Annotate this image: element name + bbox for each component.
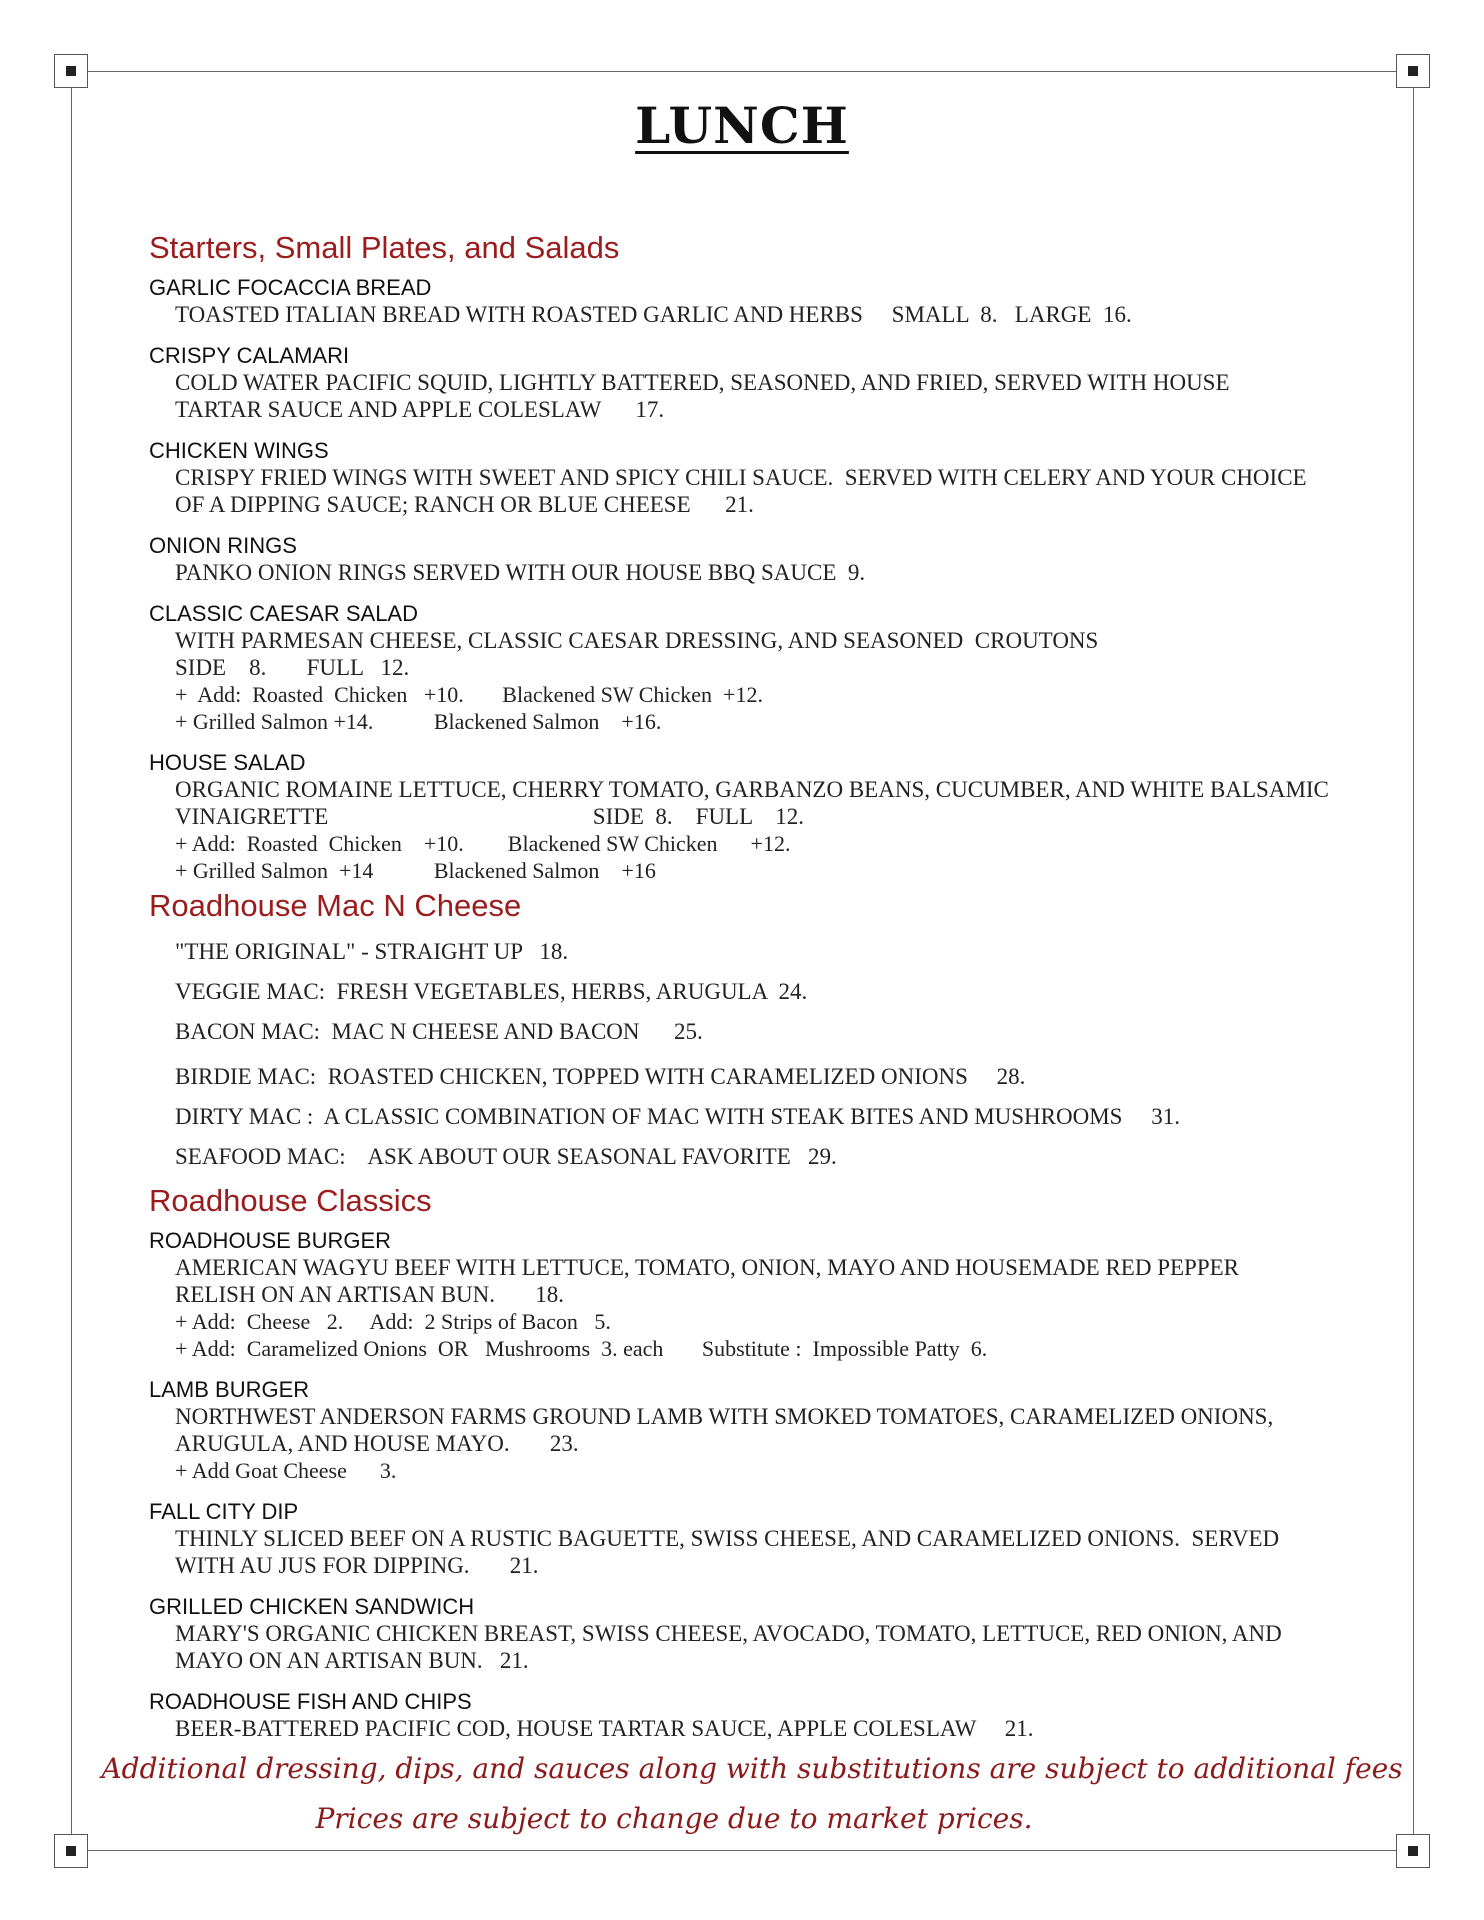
corner-ornament-bottom-left (54, 1834, 88, 1868)
item-name: CRISPY CALAMARI (149, 343, 350, 368)
frame-left-border (71, 72, 72, 1851)
item-name: GRILLED CHICKEN SANDWICH (149, 1594, 475, 1619)
item-description: WITH AU JUS FOR DIPPING. 21. (175, 1553, 539, 1578)
corner-ornament-top-right (1396, 54, 1430, 88)
menu-item-caesar-salad (149, 600, 1349, 735)
menu-content (149, 230, 1349, 1756)
item-description: NORTHWEST ANDERSON FARMS GROUND LAMB WITH SMOKED TOMATOES, CARAMELIZED ONIONS, (175, 1404, 1274, 1429)
item-description: MARY'S ORGANIC CHICKEN BREAST, SWISS CHEESE, AVOCADO, TOMATO, LETTUCE, RED ONION, AND (175, 1621, 1282, 1646)
item-description: BEER-BATTERED PACIFIC COD, HOUSE TARTAR SAUCE, APPLE COLESLAW 21. (175, 1716, 1034, 1741)
item-name: HOUSE SALAD (149, 750, 306, 775)
item-description: AMERICAN WAGYU BEEF WITH LETTUCE, TOMATO, ONION, MAYO AND HOUSEMADE RED PEPPER (175, 1255, 1240, 1280)
section-heading-starters: Starters, Small Plates, and Salads (149, 230, 620, 265)
item-description: TOASTED ITALIAN BREAD WITH ROASTED GARLIC AND HERBS SMALL 8. LARGE 16. (175, 302, 1132, 327)
item-description: OF A DIPPING SAUCE; RANCH OR BLUE CHEESE 21. (175, 492, 754, 517)
item-description: ORGANIC ROMAINE LETTUCE, CHERRY TOMATO, GARBANZO BEANS, CUCUMBER, AND WHITE BALSAMIC (175, 777, 1329, 802)
list-item: BIRDIE MAC: ROASTED CHICKEN, TOPPED WITH CARAMELIZED ONIONS 28. (175, 1064, 1026, 1089)
corner-ornament-bottom-right (1396, 1834, 1430, 1868)
item-addon: + Add: Caramelized Onions OR Mushrooms 3. each Substitute : Impossible Patty 6. (175, 1336, 988, 1361)
item-name: GARLIC FOCACCIA BREAD (149, 275, 432, 300)
menu-item-fall-city-dip (149, 1498, 1349, 1579)
menu-item-onion-rings (149, 532, 1349, 586)
item-description: SIDE 8. FULL 12. (175, 655, 410, 680)
list-item: BACON MAC: MAC N CHEESE AND BACON 25. (175, 1019, 703, 1044)
menu-item-roadhouse-burger (149, 1227, 1349, 1362)
item-name: CHICKEN WINGS (149, 438, 329, 463)
item-addon: + Add: Cheese 2. Add: 2 Strips of Bacon 5. (175, 1309, 611, 1334)
item-description: COLD WATER PACIFIC SQUID, LIGHTLY BATTERED, SEASONED, AND FRIED, SERVED WITH HOUSE (175, 370, 1230, 395)
menu-item-crispy-calamari (149, 342, 1349, 423)
item-description: MAYO ON AN ARTISAN BUN. 21. (175, 1648, 529, 1673)
list-item: SEAFOOD MAC: ASK ABOUT OUR SEASONAL FAVORITE 29. (175, 1144, 837, 1169)
item-name: ROADHOUSE BURGER (149, 1228, 392, 1253)
page-title: LUNCH (635, 96, 849, 155)
mac-list (149, 938, 1349, 1170)
item-name: CLASSIC CAESAR SALAD (149, 601, 418, 626)
frame-bottom-border (72, 1850, 1414, 1851)
frame-right-border (1413, 72, 1414, 1851)
item-addon: + Add Goat Cheese 3. (175, 1458, 397, 1483)
item-description: VINAIGRETTE SIDE 8. FULL 12. (175, 804, 805, 829)
item-description: RELISH ON AN ARTISAN BUN. 18. (175, 1282, 565, 1307)
item-description: CRISPY FRIED WINGS WITH SWEET AND SPICY CHILI SAUCE. SERVED WITH CELERY AND YOUR CHOICE (175, 465, 1307, 490)
item-name: ONION RINGS (149, 533, 297, 558)
frame-top-border (72, 71, 1414, 72)
corner-ornament-top-left (54, 54, 88, 88)
menu-item-grilled-chicken-sandwich (149, 1593, 1349, 1674)
item-name: FALL CITY DIP (149, 1499, 299, 1524)
item-addon: + Grilled Salmon +14. Blackened Salmon +16. (175, 709, 662, 734)
item-description: THINLY SLICED BEEF ON A RUSTIC BAGUETTE, SWISS CHEESE, AND CARAMELIZED ONIONS. SERVED (175, 1526, 1280, 1551)
item-description: ARUGULA, AND HOUSE MAYO. 23. (175, 1431, 579, 1456)
item-name: LAMB BURGER (149, 1377, 310, 1402)
footer-note-fees: Additional dressing, dips, and sauces along with substitutions are subject to additional fees (101, 1752, 1403, 1785)
menu-item-chicken-wings (149, 437, 1349, 518)
item-description: TARTAR SAUCE AND APPLE COLESLAW 17. (175, 397, 665, 422)
item-name: ROADHOUSE FISH AND CHIPS (149, 1689, 472, 1714)
section-heading-mac-n-cheese: Roadhouse Mac N Cheese (149, 888, 522, 923)
menu-item-lamb-burger (149, 1376, 1349, 1484)
list-item: VEGGIE MAC: FRESH VEGETABLES, HERBS, ARUGULA 24. (175, 979, 808, 1004)
item-description: PANKO ONION RINGS SERVED WITH OUR HOUSE BBQ SAUCE 9. (175, 560, 866, 585)
item-addon: + Add: Roasted Chicken +10. Blackened SW Chicken +12. (175, 682, 763, 707)
list-item: DIRTY MAC : A CLASSIC COMBINATION OF MAC WITH STEAK BITES AND MUSHROOMS 31. (175, 1104, 1180, 1129)
item-description: WITH PARMESAN CHEESE, CLASSIC CAESAR DRESSING, AND SEASONED CROUTONS (175, 628, 1099, 653)
item-addon: + Add: Roasted Chicken +10. Blackened SW Chicken +12. (175, 831, 791, 856)
section-heading-classics: Roadhouse Classics (149, 1183, 432, 1218)
item-addon: + Grilled Salmon +14 Blackened Salmon +16 (175, 858, 656, 883)
footer-note-prices: Prices are subject to change due to market prices. (315, 1802, 1033, 1835)
menu-item-fish-and-chips (149, 1688, 1349, 1742)
menu-item-garlic-focaccia (149, 274, 1349, 328)
menu-item-house-salad (149, 749, 1349, 884)
list-item: "THE ORIGINAL" - STRAIGHT UP 18. (175, 939, 569, 964)
